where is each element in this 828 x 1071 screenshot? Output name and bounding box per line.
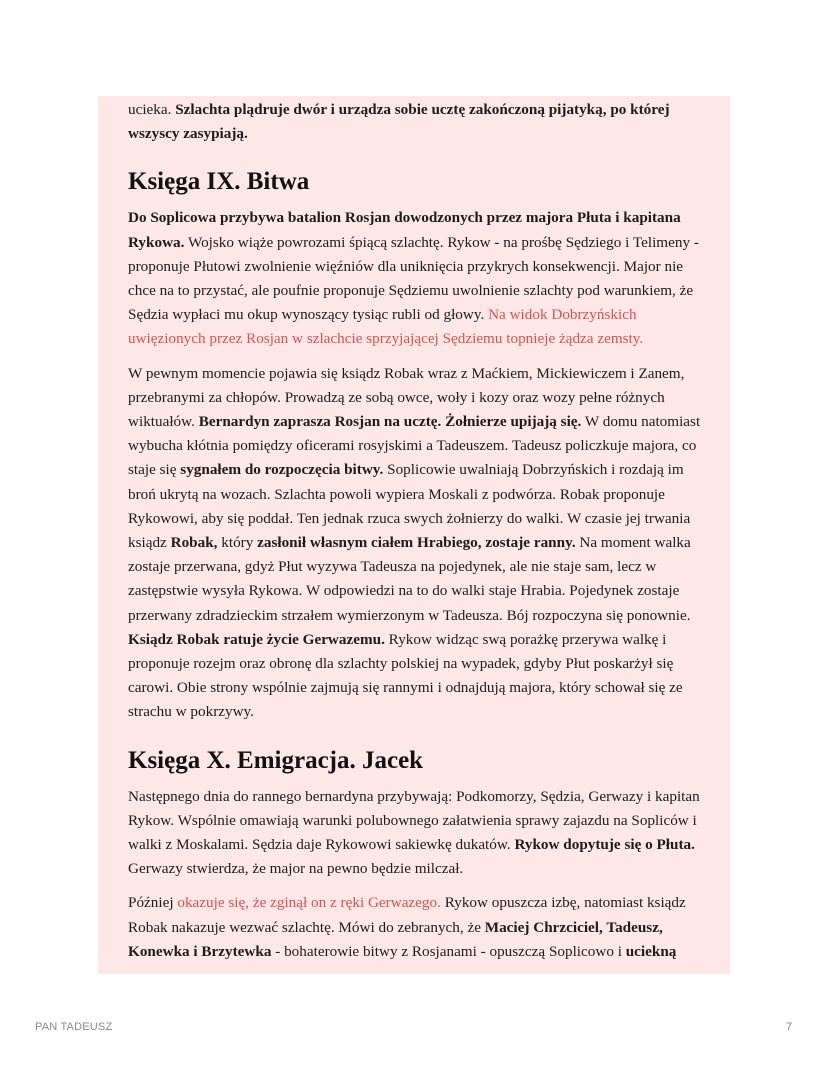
book-10-paragraph-2 bbox=[128, 891, 704, 964]
bold-text: Bernardyn zaprasza Rosjan na ucztę. Żołnierze upijają się. bbox=[198, 413, 582, 431]
bold-text: zasłonił własnym ciałem Hrabiego, zostaje ranny. bbox=[257, 534, 576, 552]
footer-title: PAN TADEUSZ bbox=[35, 1021, 113, 1033]
body-text: - bohaterowie bitwy z Rosjanami - opuszczą Soplicowo i bbox=[271, 942, 626, 960]
body-text: Rykow widząc swą porażkę przerywa walkę i proponuje rozejm oraz obronę dla szlachty polskiej na wypadek, gdyby Płut poskarżył się carowi. Obie strony wspólnie zajmują się rannymi i odnajdują majora, który schował się ze strachu w pokrzywy. bbox=[128, 630, 683, 721]
body-text: Gerwazy stwierdza, że major na pewno będzie milczał. bbox=[128, 860, 464, 878]
bold-text: Robak, bbox=[170, 534, 218, 552]
highlighted-text: Na widok Dobrzyńskich uwięzionych przez Rosjan w szlachcie sprzyjającej Sędziemu topnieje żądza zemsty. bbox=[128, 306, 644, 348]
book-10-paragraph-1 bbox=[128, 785, 704, 882]
bold-text: Rykow dopytuje się o Płuta. bbox=[514, 836, 695, 854]
body-text: Następnego dnia do rannego bernardyna przybywają: Podkomorzy, Sędzia, Gerwazy i kapitan Rykow. Wspólnie omawiają warunki polubownego załatwienia sprawy zajazdu na Sopliców i walki z Moskalami. Sędzia daje Rykowowi sakiewkę dukatów. bbox=[128, 787, 700, 854]
bold-text: Do Soplicowa przybywa batalion Rosjan dowodzonych przez majora Płuta i kapitana Rykowa. bbox=[128, 209, 681, 251]
bold-text: Szlachta plądruje dwór i urządza sobie ucztę zakończoną pijatyką, po której wszyscy zasypiają. bbox=[128, 101, 670, 143]
bold-text: Maciej Chrzciciel, Tadeusz, Konewka i Brzytewka bbox=[128, 918, 663, 960]
book-10-heading: Księga X. Emigracja. Jacek bbox=[128, 746, 424, 774]
body-text: Rykow opuszcza izbę, natomiast ksiądz Robak nakazuje wezwać szlachtę. Mówi do zebranych, że bbox=[128, 894, 686, 936]
body-text: W pewnym momencie pojawia się ksiądz Robak wraz z Maćkiem, Mickiewiczem i Zanem, przebranymi za chłopów. Prowadzą ze sobą owce, woły i kozy oraz wozy pełne różnych wiktuałów. bbox=[128, 364, 685, 431]
body-text: który bbox=[217, 534, 258, 552]
bold-text: sygnałem do rozpoczęcia bitwy. bbox=[180, 461, 384, 479]
body-text: Soplicowie uwalniają Dobrzyńskich i rozdają im broń ukrytą na wozach. Szlachta powoli wypiera Moskali z podwórza. Robak proponuje Rykowowi, aby się poddał. Ten jednak rzuca swych żołnierzy do walki. W czasie jej trwania ksiądz bbox=[128, 461, 691, 552]
body-text: ucieka. bbox=[128, 101, 176, 118]
body-text: Na moment walka zostaje przerwana, gdyż Płut wyzywa Tadeusza na pojedynek, ale nie staje sam, lecz w zastępstwie wysyła Rykowa. W odpowiedzi na to do walki staje Hrabia. Pojedynek zostaje przerwany zdradzieckim strzałem wymierzonym w Tadeusza. Bój rozpoczyna się ponownie. bbox=[128, 534, 691, 624]
book-9-heading: Księga IX. Bitwa bbox=[128, 168, 310, 196]
intro-paragraph bbox=[128, 98, 704, 146]
body-text: W domu natomiast wybucha kłótnia pomiędzy oficerami rosyjskimi a Tadeuszem. Tadeusz policzkuje majora, co staje się bbox=[128, 413, 701, 479]
page-number: 7 bbox=[786, 1021, 793, 1033]
bold-text: Ksiądz Robak ratuje życie Gerwazemu. bbox=[128, 630, 385, 648]
body-text: Później bbox=[128, 894, 178, 912]
book-9-paragraph-2 bbox=[128, 362, 704, 725]
body-text: Wojsko wiąże powrozami śpiącą szlachtę. Rykow - na prośbę Sędziego i Telimeny - proponuje Płutowi zwolnienie więźniów dla uniknięcia przykrych konsekwencji. Major nie chce na to przystać, ale poufnie proponuje Sędziemu uwolnienie szlachty pod warunkiem, że Sędzia wypłaci mu okup wynoszący tysiąc rubli od głowy. bbox=[128, 233, 699, 324]
bold-text: uciekną bbox=[625, 942, 677, 960]
highlighted-text: okazuje się, że zginął on z ręki Gerwazego. bbox=[177, 894, 441, 912]
document-body bbox=[128, 98, 704, 974]
book-9-paragraph-1 bbox=[128, 206, 704, 351]
